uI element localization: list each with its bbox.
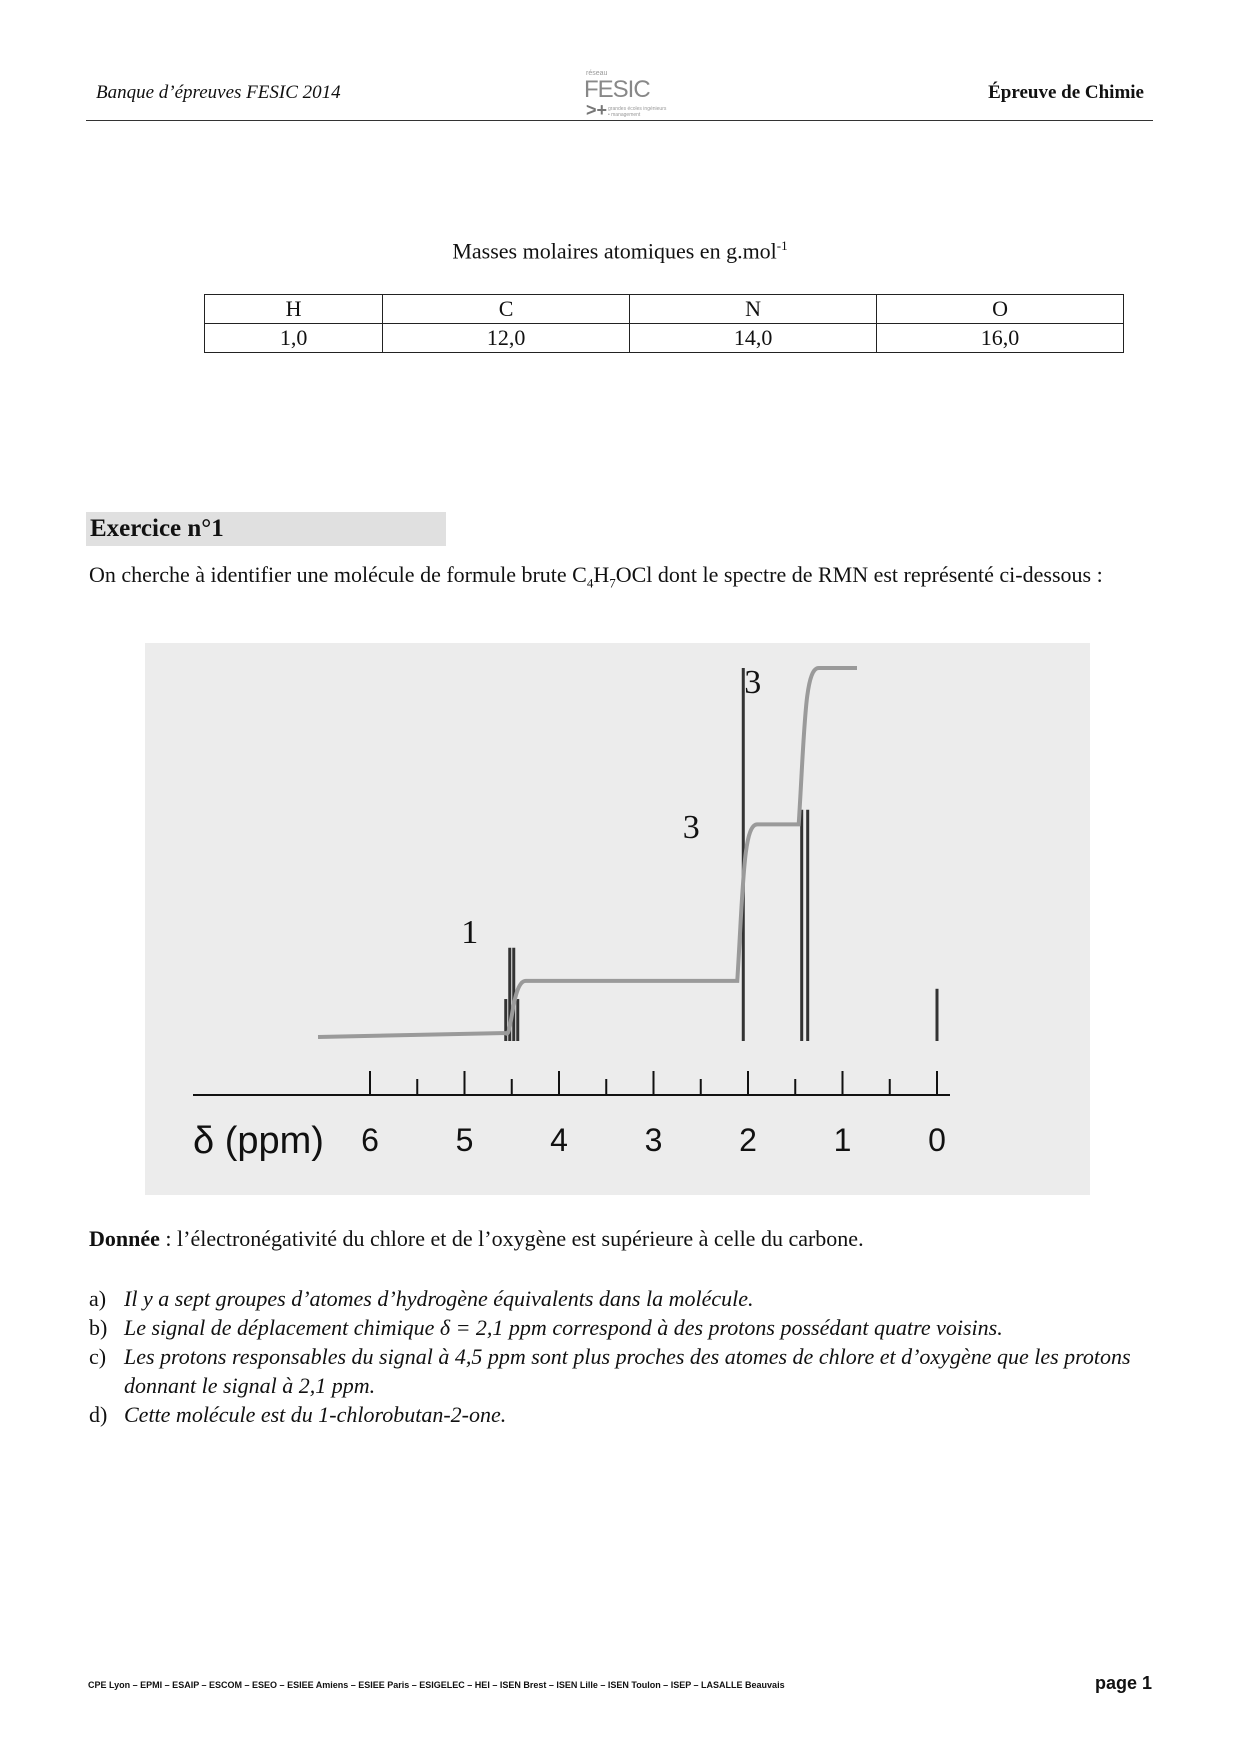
footer-page-number: page 1 [1094,1673,1152,1693]
integration-label: 3 [682,809,700,846]
footer-schools: CPE Lyon – EPMI – ESAIP – ESCOM – ESEO – ESIEE Amiens – ESIEE Paris – ESIGELEC – HEI – ISEN Brest – ISEN Lille – ISEN Toulon – ISEP – LASALLE Beauvais [88,1680,785,1690]
intro-text: OCl dont le spectre de RMN est représenté ci-dessous : [615,562,1103,587]
fesic-logo [578,70,678,120]
table-cell: N [630,295,877,324]
table-row-values [205,324,1124,353]
x-tick-label: 6 [361,1122,379,1158]
header-subject: Épreuve de Chimie [988,82,1144,103]
table-cell: 12,0 [383,324,630,353]
x-tick-label: 1 [833,1122,852,1158]
x-tick-label: 4 [550,1122,568,1158]
question-text: Les protons responsables du signal à 4,5 ppm sont plus proches des atomes de chlore et d’oxygène que les protons donnant le signal à 2,1 ppm. [124,1344,1131,1398]
question-item [89,1400,1159,1429]
question-item [89,1342,1159,1400]
logo-small-text: réseau [586,70,608,77]
formula-subscript: 7 [609,575,616,591]
integration-label: 3 [744,664,762,701]
question-text: Le signal de déplacement chimique δ = 2,1 ppm correspond à des protons possédant quatre voisins. [124,1315,1003,1340]
molar-masses-table [204,294,1124,353]
molar-masses-title [0,238,1240,264]
header-exam-bank: Banque d’épreuves FESIC 2014 [96,82,341,103]
table-cell: C [383,295,630,324]
integration-label: 1 [461,914,479,951]
x-axis-label: δ (ppm) [193,1120,324,1162]
exercise-heading [86,512,446,546]
question-letter: a) [89,1286,107,1311]
integration-curve [318,668,857,1037]
given-data-label: Donnée [89,1226,160,1251]
given-data [89,1226,1149,1252]
intro-text: On cherche à identifier une molécule de formule brute C [89,562,587,587]
logo-tagline: grandes écoles ingénieurs • management [608,106,667,118]
logo-main-text: FESIC [584,76,650,103]
question-letter: d) [89,1402,108,1427]
question-item [89,1284,1159,1313]
header-divider [86,120,1153,121]
table-cell: H [205,295,383,324]
exercise-intro [89,560,1151,597]
table-cell: 1,0 [205,324,383,353]
formula-letter: H [593,562,610,587]
x-tick-label: 2 [739,1122,757,1158]
question-letter: b) [89,1315,108,1340]
table-cell: 16,0 [877,324,1124,353]
x-tick-label: 0 [928,1122,946,1158]
molar-masses-unit-exponent: -1 [776,238,788,253]
x-tick-label: 3 [644,1122,663,1158]
question-text: Il y a sept groupes d’atomes d’hydrogène équivalents dans la molécule. [124,1286,754,1311]
x-tick-label: 5 [455,1122,474,1158]
logo-symbol: >+ [586,100,608,120]
nmr-spectrum [145,643,1090,1195]
question-letter: c) [89,1344,107,1369]
question-list [89,1284,1159,1429]
nmr-spectrum-svg [145,643,1090,1195]
table-cell: 14,0 [630,324,877,353]
exercise-heading-text: Exercice n°1 [90,515,224,542]
question-item [89,1313,1159,1342]
molar-masses-title-text: Masses molaires atomiques en g.mol [452,238,777,264]
given-data-text: : l’électronégativité du chlore et de l’oxygène est supérieure à celle du carbone. [159,1226,864,1251]
formula-subscript: 4 [586,575,594,591]
question-text: Cette molécule est du 1-chlorobutan-2-one. [124,1402,507,1427]
table-row-elements [205,295,1124,324]
table-cell: O [877,295,1124,324]
